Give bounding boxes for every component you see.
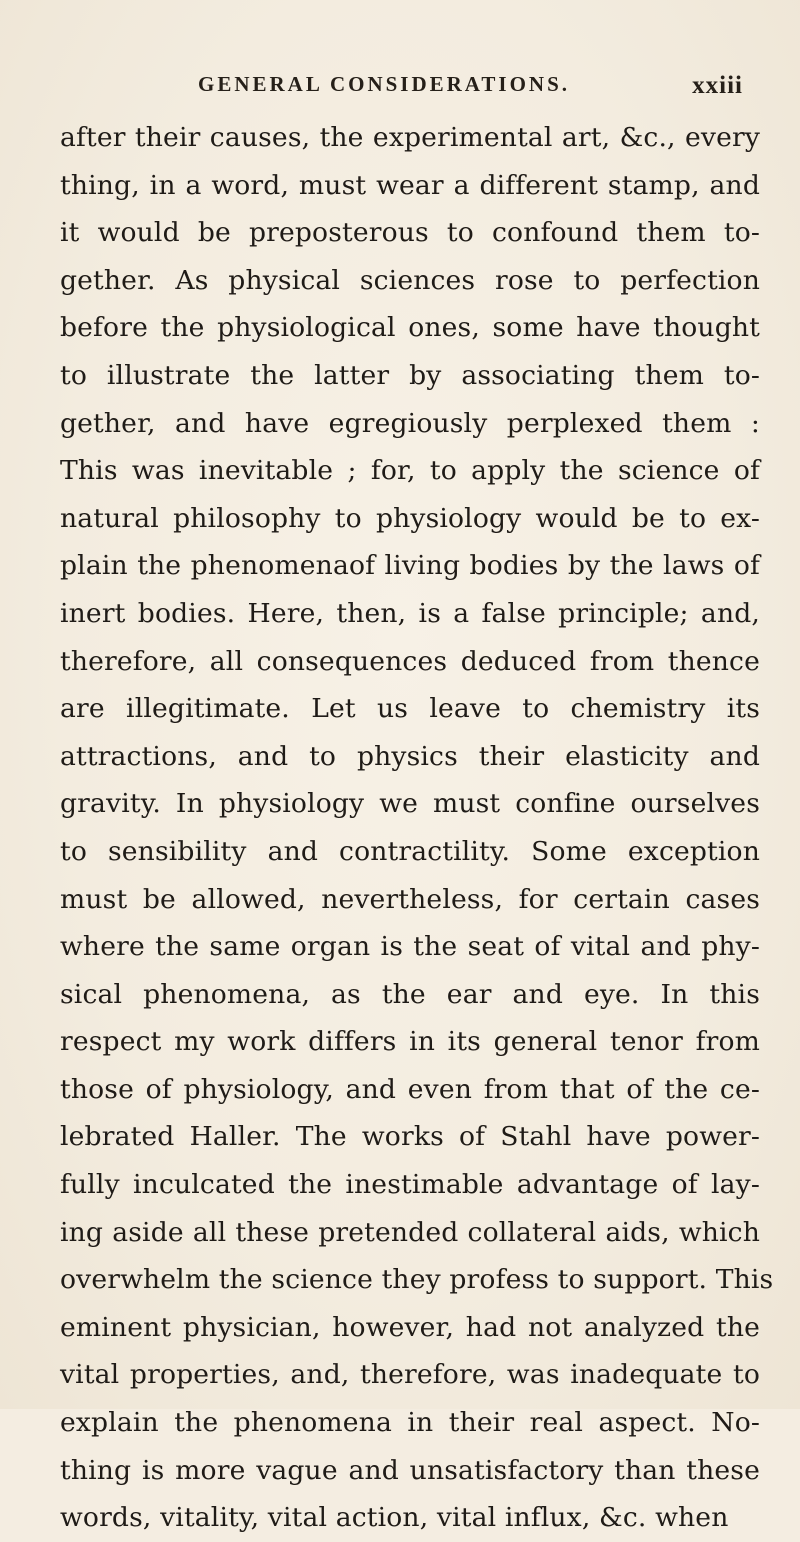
page-number: xxiii (692, 72, 743, 99)
text-line: where the same organ is the seat of vital and phy- (60, 931, 760, 963)
text-line: words, vitality, vital action, vital influx, &c. when (60, 1502, 729, 1534)
running-head: GENERAL CONSIDERATIONS. (198, 72, 571, 96)
text-line: explain the phenomena in their real aspect. No- (60, 1407, 760, 1439)
text-line: those of physiology, and even from that of the ce- (60, 1073, 760, 1105)
text-line: attractions, and to physics their elasticity and (60, 740, 760, 772)
text-line: are illegitimate. Let us leave to chemistry its (60, 693, 760, 725)
text-line: therefore, all consequences deduced from thence (60, 645, 760, 677)
text-line: overwhelm the science they profess to support. This (60, 1264, 774, 1296)
text-line: before the physiological ones, some have thought (60, 312, 760, 344)
text-line: lebrated Haller. The works of Stahl have power- (60, 1121, 760, 1153)
text-line: gether, and have egregiously perplexed them : (60, 407, 760, 439)
text-line: fully inculcated the inestimable advantage of lay- (60, 1169, 760, 1201)
text-line: to sensibility and contractility. Some exception (60, 835, 760, 867)
text-line: thing is more vague and unsatisfactory than these (60, 1454, 760, 1486)
body-text (60, 114, 774, 1542)
text-line: gether. As physical sciences rose to perfection (60, 264, 760, 296)
text-line: plain the phenomenaof living bodies by the laws of (60, 550, 760, 582)
text-line: it would be preposterous to confound them to- (60, 217, 760, 249)
page-header (198, 72, 743, 102)
text-line: to illustrate the latter by associating them to- (60, 359, 760, 391)
text-line: eminent physician, however, had not analyzed the (60, 1311, 760, 1343)
text-line: inert bodies. Here, then, is a false principle; and, (60, 597, 760, 629)
text-line: sical phenomena, as the ear and eye. In this (60, 978, 760, 1010)
text-line: respect my work differs in its general tenor from (60, 1026, 760, 1058)
text-line: must be allowed, nevertheless, for certain cases (60, 883, 760, 915)
text-line: natural philosophy to physiology would be to ex- (60, 502, 760, 534)
text-line: ing aside all these pretended collateral aids, which (60, 1216, 760, 1248)
text-line: vital properties, and, therefore, was inadequate to (60, 1359, 760, 1391)
text-line: thing, in a word, must wear a different stamp, and (60, 169, 760, 201)
text-line: after their causes, the experimental art, &c., every (60, 122, 760, 153)
text-line: This was inevitable ; for, to apply the science of (60, 455, 760, 487)
text-line: gravity. In physiology we must confine ourselves (60, 788, 760, 820)
